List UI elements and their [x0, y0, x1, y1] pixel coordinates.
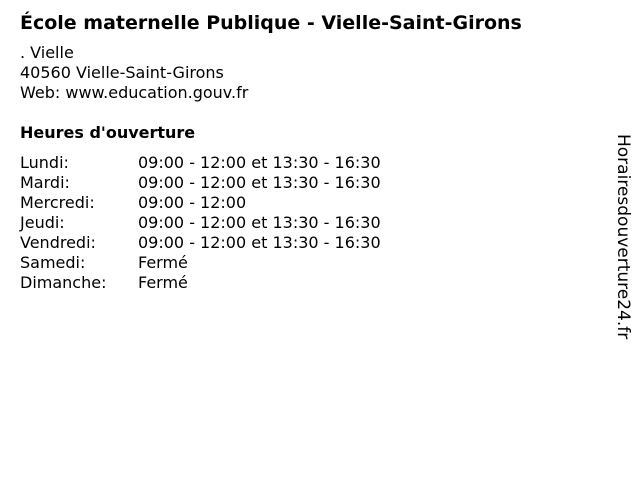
day-label: Samedi:	[20, 253, 86, 272]
hours-row-wednesday	[20, 193, 381, 213]
hours-row-tuesday	[20, 173, 381, 193]
day-label: Mercredi:	[20, 193, 95, 212]
hours-row-monday	[20, 153, 381, 173]
day-label: Vendredi:	[20, 233, 96, 252]
address-line-2: 40560 Vielle-Saint-Girons	[20, 63, 224, 82]
time-value: 09:00 - 12:00 et 13:30 - 16:30	[138, 153, 381, 172]
day-label: Mardi:	[20, 173, 70, 192]
time-value: 09:00 - 12:00 et 13:30 - 16:30	[138, 213, 381, 232]
site-watermark: Horairesdouverture24.fr	[613, 134, 633, 340]
time-value: Fermé	[138, 253, 188, 272]
hours-row-friday	[20, 233, 381, 253]
opening-hours-table	[20, 153, 381, 293]
page-title: École maternelle Publique - Vielle-Saint-Girons	[20, 12, 522, 34]
day-label: Lundi:	[20, 153, 69, 172]
day-label: Dimanche:	[20, 273, 107, 292]
school-address	[20, 43, 248, 103]
hours-row-thursday	[20, 213, 381, 233]
opening-hours-heading: Heures d'ouverture	[20, 123, 196, 142]
time-value: Fermé	[138, 273, 188, 292]
time-value: 09:00 - 12:00 et 13:30 - 16:30	[138, 233, 381, 252]
hours-row-saturday	[20, 253, 381, 273]
time-value: 09:00 - 12:00 et 13:30 - 16:30	[138, 173, 381, 192]
day-label: Jeudi:	[20, 213, 65, 232]
website-text: Web: www.education.gouv.fr	[20, 83, 249, 102]
hours-row-sunday	[20, 273, 381, 293]
time-value: 09:00 - 12:00	[138, 193, 247, 212]
address-line-1: . Vielle	[20, 43, 74, 62]
